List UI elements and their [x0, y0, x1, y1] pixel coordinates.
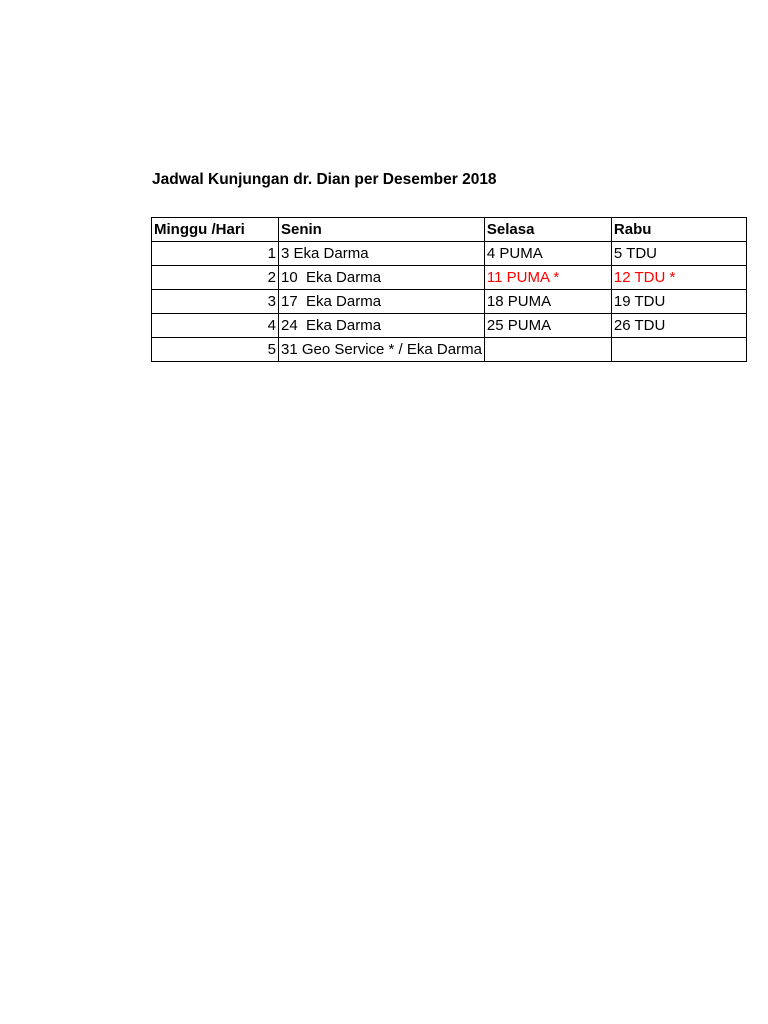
table-row [152, 242, 747, 266]
week-number-cell: 4 [152, 314, 279, 338]
senin-cell: 24 Eka Darma [279, 314, 485, 338]
selasa-cell: 18 PUMA [484, 290, 611, 314]
schedule-table [151, 217, 747, 362]
table-row [152, 266, 747, 290]
week-number-cell: 3 [152, 290, 279, 314]
rabu-cell-highlighted: 12 TDU * [611, 266, 746, 290]
page-title: Jadwal Kunjungan dr. Dian per Desember 2018 [152, 171, 497, 188]
header-rabu: Rabu [611, 218, 746, 242]
senin-cell-text: 31 Geo Service * / Eka Darma [281, 341, 482, 358]
header-minggu-hari: Minggu /Hari [152, 218, 279, 242]
selasa-cell [484, 338, 611, 362]
week-number-cell: 2 [152, 266, 279, 290]
header-senin: Senin [279, 218, 485, 242]
selasa-cell: 4 PUMA [484, 242, 611, 266]
week-number-cell: 1 [152, 242, 279, 266]
senin-cell: 3 Eka Darma [279, 242, 485, 266]
selasa-cell: 25 PUMA [484, 314, 611, 338]
table-row [152, 314, 747, 338]
senin-cell: 10 Eka Darma [279, 266, 485, 290]
senin-cell-overflow [279, 338, 485, 362]
rabu-cell: 5 TDU [611, 242, 746, 266]
selasa-cell-highlighted: 11 PUMA * [484, 266, 611, 290]
table-row [152, 290, 747, 314]
table-row [152, 338, 747, 362]
senin-cell: 17 Eka Darma [279, 290, 485, 314]
week-number-cell: 5 [152, 338, 279, 362]
rabu-cell: 26 TDU [611, 314, 746, 338]
rabu-cell: 19 TDU [611, 290, 746, 314]
header-selasa: Selasa [484, 218, 611, 242]
table-header-row [152, 218, 747, 242]
rabu-cell [611, 338, 746, 362]
